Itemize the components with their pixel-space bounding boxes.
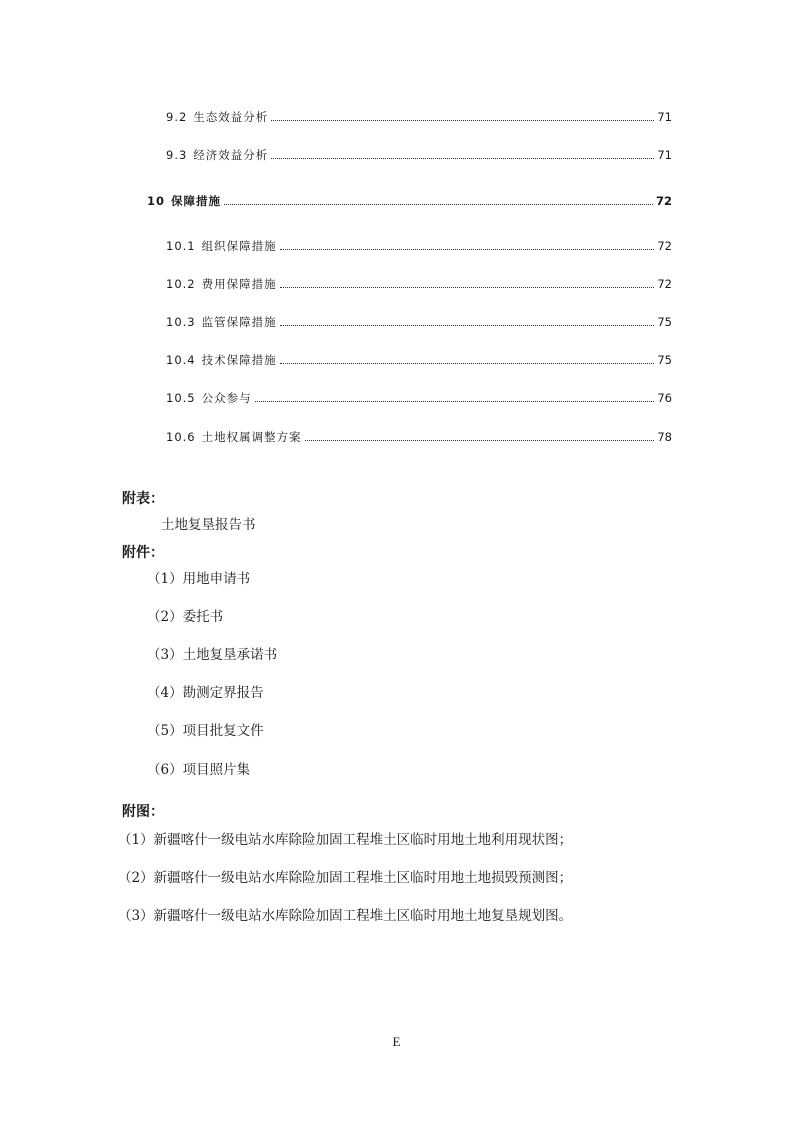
toc-title: 经济效益分析 — [193, 148, 269, 162]
toc-leader — [305, 440, 655, 441]
toc-leader — [255, 401, 655, 402]
toc-page-number: 75 — [657, 353, 672, 367]
toc-page-number: 72 — [657, 277, 672, 291]
toc-number: 10.2 — [166, 277, 196, 291]
appendix-figure-item: （1）新疆喀什一级电站水库除险加固工程堆土区临时用地土地利用现状图； — [118, 832, 573, 848]
toc-entry-10[interactable] — [147, 193, 672, 209]
toc-title: 生态效益分析 — [193, 110, 269, 124]
toc-title: 保障措施 — [171, 194, 222, 208]
toc-entry-10-6[interactable] — [166, 429, 672, 445]
appendix-figures-heading: 附图： — [122, 804, 164, 820]
toc-number: 10.6 — [166, 430, 196, 444]
toc-title: 监管保障措施 — [201, 315, 277, 329]
attachments-heading: 附件： — [122, 545, 164, 561]
toc-page-number: 75 — [657, 315, 672, 329]
toc-leader — [280, 325, 655, 326]
appendix-figure-item: （3）新疆喀什一级电站水库除险加固工程堆土区临时用地土地复垦规划图。 — [118, 908, 573, 924]
appendix-tables-heading: 附表： — [122, 491, 164, 507]
toc-page-number: 76 — [657, 391, 672, 405]
toc-leader — [280, 363, 655, 364]
toc-title: 组织保障措施 — [201, 239, 277, 253]
toc-entry-10-2[interactable] — [166, 276, 672, 292]
toc-number: 9.2 — [166, 110, 188, 124]
appendix-figure-item: （2）新疆喀什一级电站水库除险加固工程堆土区临时用地土地损毁预测图； — [118, 870, 573, 886]
toc-number: 10.1 — [166, 239, 196, 253]
attachment-item: （3）土地复垦承诺书 — [147, 647, 278, 663]
toc-leader — [271, 120, 654, 121]
toc-page-number: 72 — [657, 239, 672, 253]
attachment-item: （1）用地申请书 — [147, 571, 251, 587]
toc-title: 技术保障措施 — [201, 353, 277, 367]
toc-entry-9-2[interactable] — [166, 109, 672, 125]
toc-leader — [271, 158, 654, 159]
toc-leader — [224, 204, 653, 205]
toc-title: 费用保障措施 — [201, 277, 277, 291]
toc-entry-10-5[interactable] — [166, 390, 672, 406]
toc-number: 10.5 — [166, 391, 196, 405]
toc-leader — [280, 249, 655, 250]
toc-entry-10-1[interactable] — [166, 238, 672, 254]
toc-page-number: 78 — [657, 430, 672, 444]
toc-entry-10-4[interactable] — [166, 352, 672, 368]
toc-page-number: 71 — [657, 110, 672, 124]
appendix-table-item: 土地复垦报告书 — [161, 517, 256, 533]
toc-title: 公众参与 — [201, 391, 252, 405]
toc-number: 10.4 — [166, 353, 196, 367]
toc-entry-9-3[interactable] — [166, 147, 672, 163]
toc-entry-10-3[interactable] — [166, 314, 672, 330]
toc-title: 土地权属调整方案 — [201, 430, 302, 444]
attachment-item: （4）勘测定界报告 — [147, 685, 264, 701]
attachment-item: （2）委托书 — [147, 609, 224, 625]
toc-number: 9.3 — [166, 148, 188, 162]
toc-number: 10 — [147, 194, 166, 208]
toc-leader — [280, 287, 655, 288]
attachment-item: （6）项目照片集 — [147, 762, 251, 778]
toc-page-number: 71 — [657, 148, 672, 162]
page-footer-label: E — [392, 1034, 401, 1049]
toc-page-number: 72 — [655, 194, 672, 208]
attachment-item: （5）项目批复文件 — [147, 723, 264, 739]
toc-number: 10.3 — [166, 315, 196, 329]
